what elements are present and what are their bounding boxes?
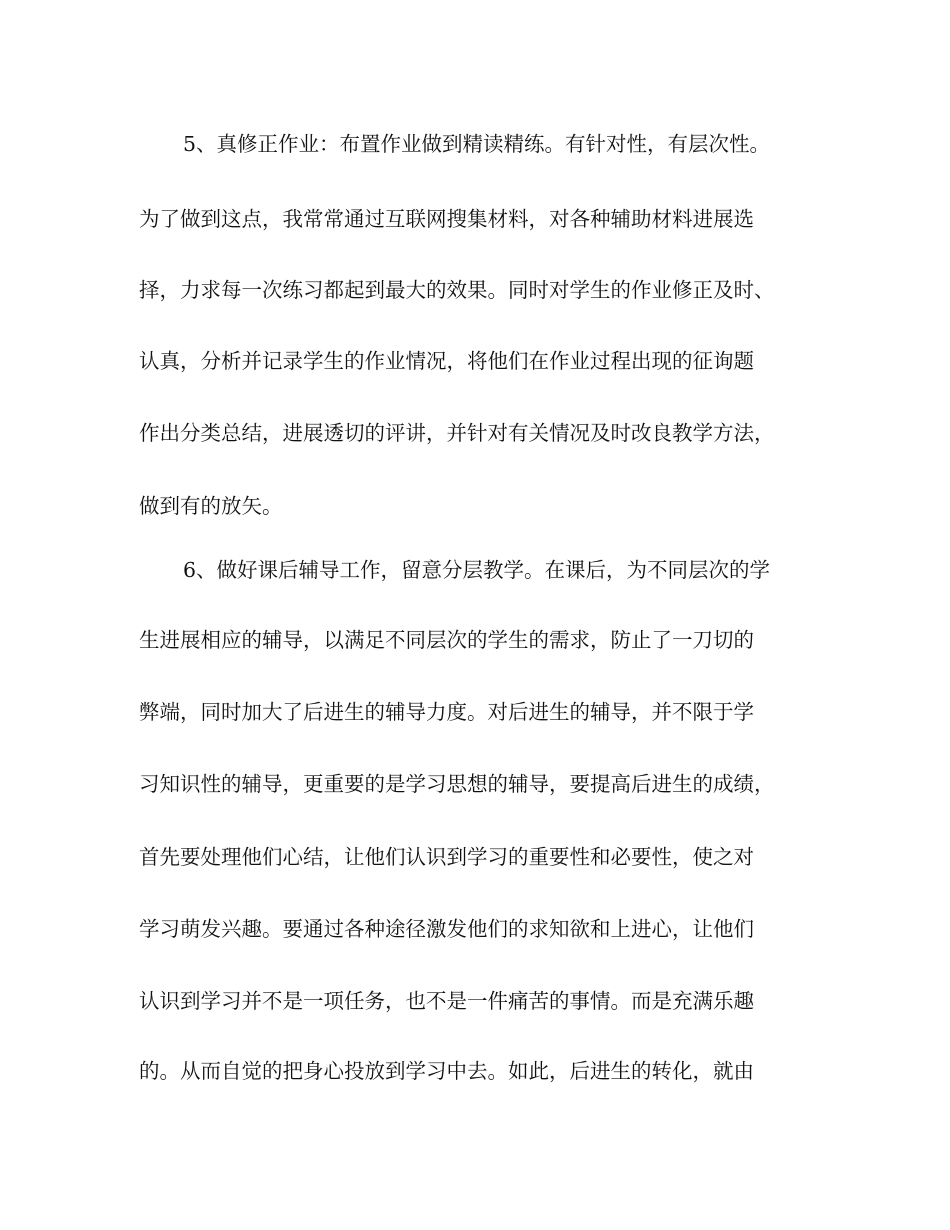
text-line: 做到有的放矢。 — [139, 494, 283, 518]
text-line: 为了做到这点，我常常通过互联网搜集材料，对各种辅助材料进展选 — [139, 207, 754, 231]
text-line: 择，力求每一次练习都起到最大的效果。同时对学生的作业修正及时、 — [139, 278, 775, 302]
text-line: 6、做好课后辅导工作，留意分层教学。在课后，为不同层次的学 — [183, 558, 771, 582]
text-line: 首先要处理他们心结，让他们认识到学习的重要性和必要性，使之对 — [139, 845, 754, 869]
text-line: 生进展相应的辅导，以满足不同层次的学生的需求，防止了一刀切的 — [139, 628, 754, 652]
text-line: 习知识性的辅导，更重要的是学习思想的辅导，要提高后进生的成绩， — [139, 772, 775, 796]
text-line: 5、真修正作业：布置作业做到精读精练。有针对性，有层次性。 — [183, 132, 771, 156]
text-line: 学习萌发兴趣。要通过各种途径激发他们的求知欲和上进心，让他们 — [139, 917, 754, 941]
text-line: 的。从而自觉的把身心投放到学习中去。如此，后进生的转化，就由 — [139, 1059, 754, 1083]
text-line: 认真，分析并记录学生的作业情况，将他们在作业过程出现的征询题 — [139, 349, 754, 373]
text-line: 弊端，同时加大了后进生的辅导力度。对后进生的辅导，并不限于学 — [139, 700, 754, 724]
text-line: 认识到学习并不是一项任务，也不是一件痛苦的事情。而是充满乐趣 — [139, 989, 754, 1013]
text-line: 作出分类总结，进展透切的评讲，并针对有关情况及时改良教学方法， — [139, 421, 775, 445]
